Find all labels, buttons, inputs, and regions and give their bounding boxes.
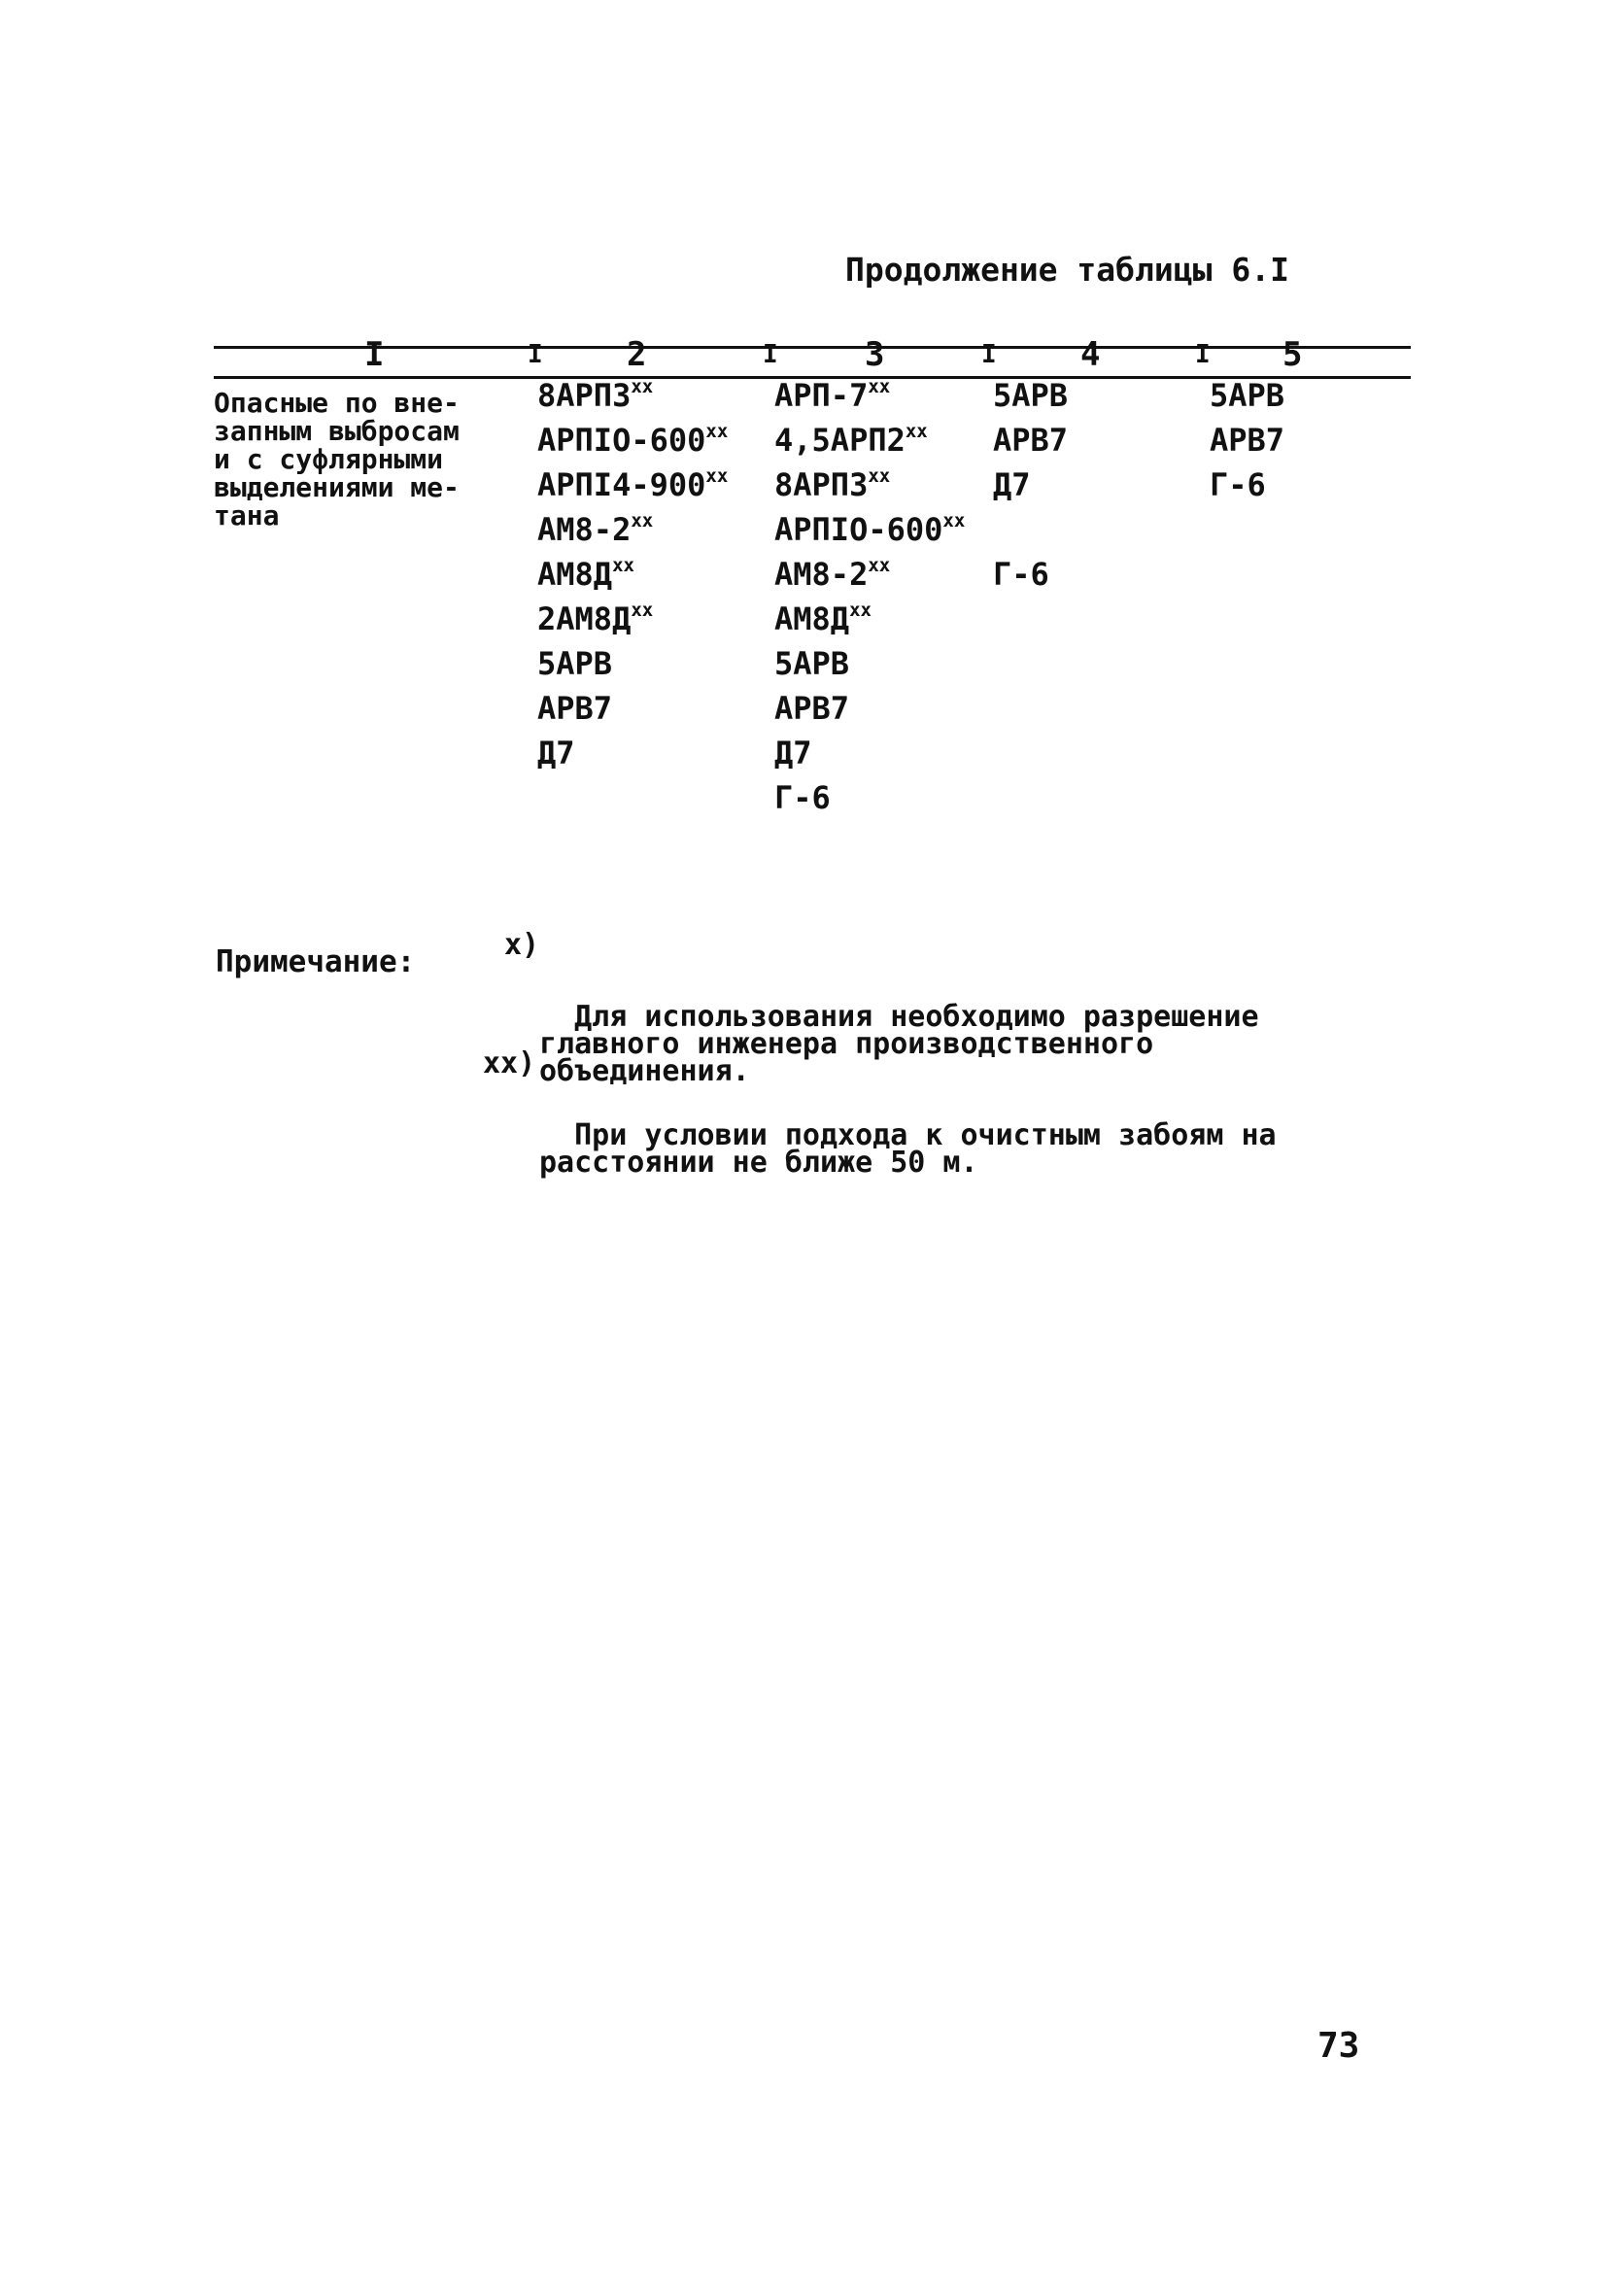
model-name: 8АРП3 xyxy=(774,466,869,503)
footnote-ref: xx xyxy=(942,510,966,531)
model-entry xyxy=(1210,373,1284,418)
footnote-mark: x) xyxy=(504,928,540,962)
footnote-ref: xx xyxy=(849,600,872,621)
model-entry xyxy=(537,597,728,641)
model-name: 2АМ8Д xyxy=(537,600,632,637)
model-entry xyxy=(1210,463,1284,507)
model-name: 5АРВ xyxy=(774,645,850,682)
model-entry xyxy=(774,552,965,597)
footnote-ref: xx xyxy=(631,376,654,397)
footnote-mark: xx) xyxy=(483,1046,536,1080)
model-entry xyxy=(537,418,728,463)
model-name: АРВ7 xyxy=(774,690,850,727)
model-entry xyxy=(774,418,965,463)
model-entry xyxy=(774,731,965,775)
row-category: Опасные по вне- запным выбросам и с суфлярными выделениями ме- тана xyxy=(214,387,460,531)
model-entry xyxy=(537,463,728,507)
column-separator: I xyxy=(528,340,543,369)
footnote-xx xyxy=(483,1046,1277,1180)
model-name: АРВ7 xyxy=(1210,422,1285,459)
model-entry xyxy=(774,686,965,731)
model-name: АМ8-2 xyxy=(774,556,869,593)
model-name: АРП-7 xyxy=(774,377,869,414)
model-entry xyxy=(537,731,728,775)
footnote-ref: xx xyxy=(612,555,634,576)
column-3-cell xyxy=(774,373,965,820)
column-2-cell xyxy=(537,373,728,775)
note-label: Примечание: xyxy=(216,944,416,979)
model-entry xyxy=(537,507,728,552)
model-name: АМ8Д xyxy=(774,600,850,637)
model-name: АРПI4-900 xyxy=(537,466,706,503)
footnote-text: Для использования необходимо разрешение главного инженера производственного объединения. xyxy=(539,1000,1259,1088)
model-name: АМ8-2 xyxy=(537,511,632,548)
column-separator: I xyxy=(981,340,997,369)
model-name: АРВ7 xyxy=(993,422,1069,459)
model-name: Г-6 xyxy=(993,556,1049,593)
column-number-2: 2 xyxy=(627,335,647,374)
footnote-ref: xx xyxy=(905,421,928,442)
model-entry xyxy=(993,463,1068,507)
model-entry xyxy=(537,641,728,686)
column-number-3: 3 xyxy=(865,335,885,374)
model-name: АМ8Д xyxy=(537,556,613,593)
model-name: Д7 xyxy=(993,466,1031,503)
page-number: 73 xyxy=(1317,2026,1360,2066)
model-entry xyxy=(774,373,965,418)
footnote-ref: xx xyxy=(631,600,654,621)
column-number-1: I xyxy=(364,335,385,374)
model-entry xyxy=(993,418,1068,463)
model-entry xyxy=(774,463,965,507)
model-entry xyxy=(537,373,728,418)
model-entry xyxy=(774,507,965,552)
footnote-ref: xx xyxy=(868,376,891,397)
footnote-text: При условии подхода к очистным забоям на расстоянии не ближе 50 м. xyxy=(539,1118,1277,1180)
model-entry xyxy=(1210,418,1284,463)
model-name: 5АРВ xyxy=(537,645,613,682)
footnote-ref: xx xyxy=(705,421,729,442)
model-name: 8АРП3 xyxy=(537,377,632,414)
model-name: Г-6 xyxy=(774,779,831,816)
table-top-rule xyxy=(214,346,1411,349)
model-entry xyxy=(993,507,1068,552)
model-name: Г-6 xyxy=(1210,466,1266,503)
model-entry xyxy=(774,775,965,820)
column-separator: I xyxy=(1195,340,1211,369)
model-name: Д7 xyxy=(537,735,575,771)
model-name: АРВ7 xyxy=(537,690,613,727)
column-5-cell xyxy=(1210,373,1284,507)
model-entry xyxy=(537,552,728,597)
model-entry xyxy=(993,552,1068,597)
model-entry xyxy=(774,597,965,641)
model-name: 4,5АРП2 xyxy=(774,422,906,459)
footnote-ref: xx xyxy=(868,555,891,576)
model-entry xyxy=(774,641,965,686)
model-name: АРПIО-600 xyxy=(774,511,943,548)
model-name: 5АРВ xyxy=(993,377,1069,414)
model-entry xyxy=(537,686,728,731)
column-4-cell xyxy=(993,373,1068,597)
table-caption: Продолжение таблицы 6.I xyxy=(845,251,1289,289)
model-name: Д7 xyxy=(774,735,812,771)
model-entry xyxy=(993,373,1068,418)
column-number-5: 5 xyxy=(1282,335,1303,374)
model-name: АРПIО-600 xyxy=(537,422,706,459)
column-number-4: 4 xyxy=(1080,335,1101,374)
footnote-ref: xx xyxy=(868,465,891,487)
model-name: 5АРВ xyxy=(1210,377,1285,414)
footnote-ref: xx xyxy=(631,510,654,531)
column-separator: I xyxy=(763,340,778,369)
footnote-ref: xx xyxy=(705,465,729,487)
